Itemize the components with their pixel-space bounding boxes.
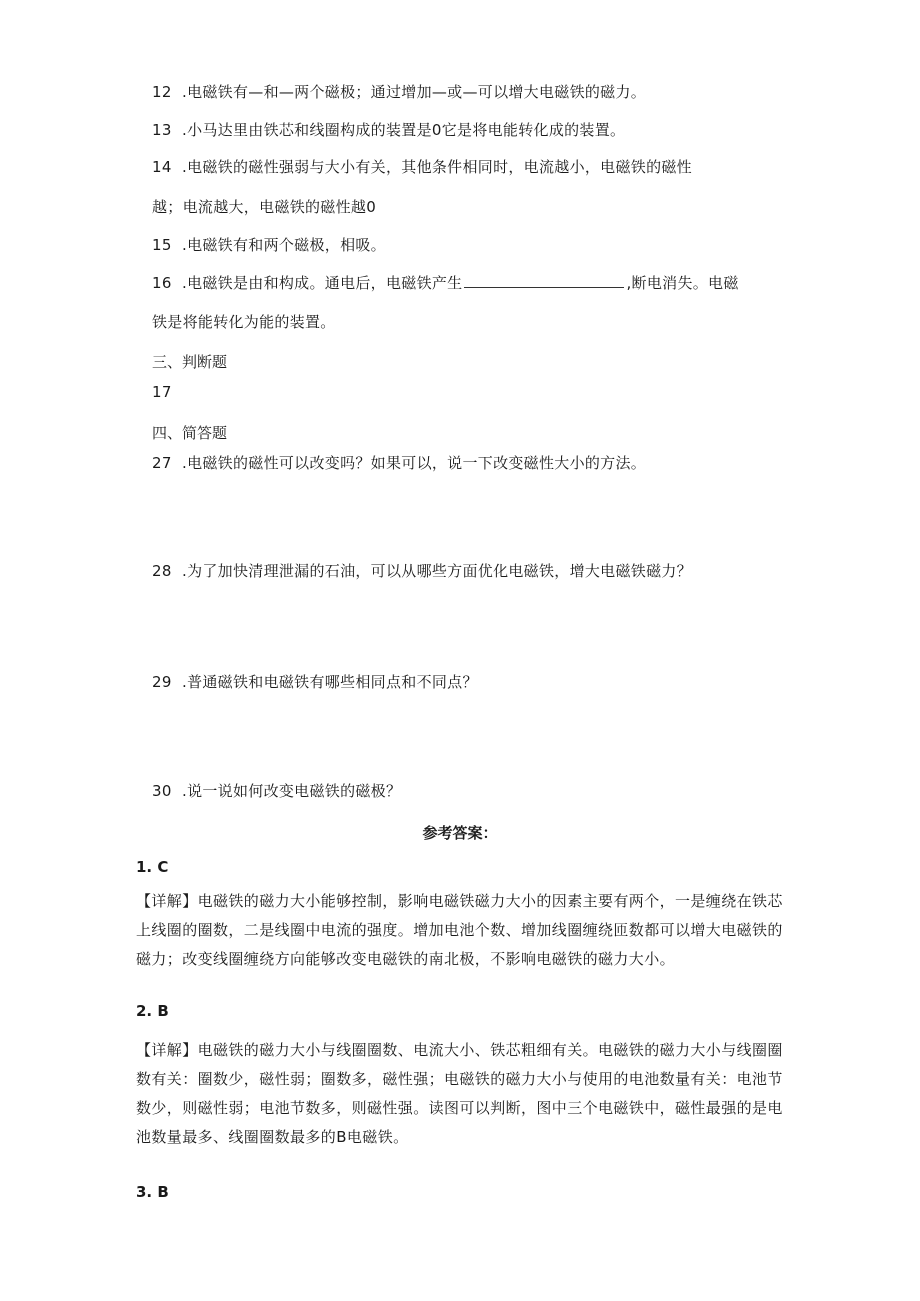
- question-text: 铁是将能转化为能的装置。: [152, 313, 336, 331]
- answer-1-label: 1. C: [136, 858, 169, 876]
- question-number: 14: [152, 158, 172, 176]
- question-text-part-a: .电磁铁是由和构成。通电后，电磁铁产生: [182, 274, 463, 292]
- explanation-line: 上线圈的圈数，二是线圈中电流的强度。增加电池个数、增加线圈缠绕匝数都可以增大电磁铁的: [136, 921, 783, 939]
- question-text: .电磁铁的磁性强弱与大小有关，其他条件相同时，电流越小，电磁铁的磁性: [182, 158, 692, 176]
- answer-blank: [464, 273, 624, 288]
- question-27: [152, 453, 646, 473]
- question-16-continued: [152, 312, 336, 332]
- question-text: .为了加快清理泄漏的石油，可以从哪些方面优化电磁铁，增大电磁铁磁力？: [182, 562, 692, 580]
- question-14: [152, 157, 692, 177]
- answer-2-label: 2. B: [136, 1002, 169, 1020]
- explanation-line: 池数量最多、线圈圈数最多的B电磁铁。: [136, 1128, 409, 1146]
- question-14-continued: [152, 197, 376, 217]
- section-title-short-answer: 四、简答题: [152, 424, 228, 442]
- answer-3-label: 3. B: [136, 1183, 169, 1201]
- question-number: 16: [152, 274, 172, 292]
- answer-1-explanation: [136, 887, 784, 974]
- question-29: [152, 672, 478, 692]
- question-number: 29: [152, 673, 172, 691]
- question-text: .电磁铁的磁性可以改变吗？如果可以，说一下改变磁性大小的方法。: [182, 454, 647, 472]
- question-text: 越；电流越大，电磁铁的磁性越0: [152, 198, 377, 216]
- explanation-line: 【详解】电磁铁的磁力大小与线圈圈数、电流大小、铁芯粗细有关。电磁铁的磁力大小与线圈圈: [136, 1041, 783, 1059]
- question-text: .电磁铁有—和—两个磁极；通过增加—或—可以增大电磁铁的磁力。: [182, 83, 647, 101]
- question-number: 13: [152, 121, 172, 139]
- question-number: 15: [152, 236, 172, 254]
- question-12: [152, 82, 646, 102]
- explanation-line: 磁力；改变线圈缠绕方向能够改变电磁铁的南北极，不影响电磁铁的磁力大小。: [136, 950, 676, 968]
- question-28: [152, 561, 692, 581]
- question-number: 27: [152, 454, 172, 472]
- question-13: [152, 120, 625, 140]
- question-text-part-b: ,断电消失。电磁: [626, 274, 739, 292]
- question-text: .普通磁铁和电磁铁有哪些相同点和不同点？: [182, 673, 478, 691]
- question-30: [152, 781, 401, 801]
- question-text: .电磁铁有和两个磁极，相吸。: [182, 236, 386, 254]
- explanation-line: 数有关：圈数少，磁性弱；圈数多，磁性强；电磁铁的磁力大小与使用的电池数量有关：电池节: [136, 1070, 783, 1088]
- question-number: 28: [152, 562, 172, 580]
- explanation-line: 数少，则磁性弱；电池节数多，则磁性强。读图可以判断，图中三个电磁铁中，磁性最强的是电: [136, 1099, 783, 1117]
- question-number: 12: [152, 83, 172, 101]
- answer-2-explanation: [136, 1036, 784, 1152]
- question-17: 17: [152, 383, 172, 401]
- question-text: .说一说如何改变电磁铁的磁极？: [182, 782, 402, 800]
- question-text: .小马达里由铁芯和线圈构成的装置是0它是将电能转化成的装置。: [182, 121, 626, 139]
- question-15: [152, 235, 386, 255]
- answer-key-title: 参考答案：: [422, 824, 498, 842]
- question-16: [152, 273, 739, 293]
- explanation-line: 【详解】电磁铁的磁力大小能够控制，影响电磁铁磁力大小的因素主要有两个，一是缠绕在铁芯: [136, 892, 783, 910]
- question-number: 30: [152, 782, 172, 800]
- section-title-judgment: 三、判断题: [152, 353, 228, 371]
